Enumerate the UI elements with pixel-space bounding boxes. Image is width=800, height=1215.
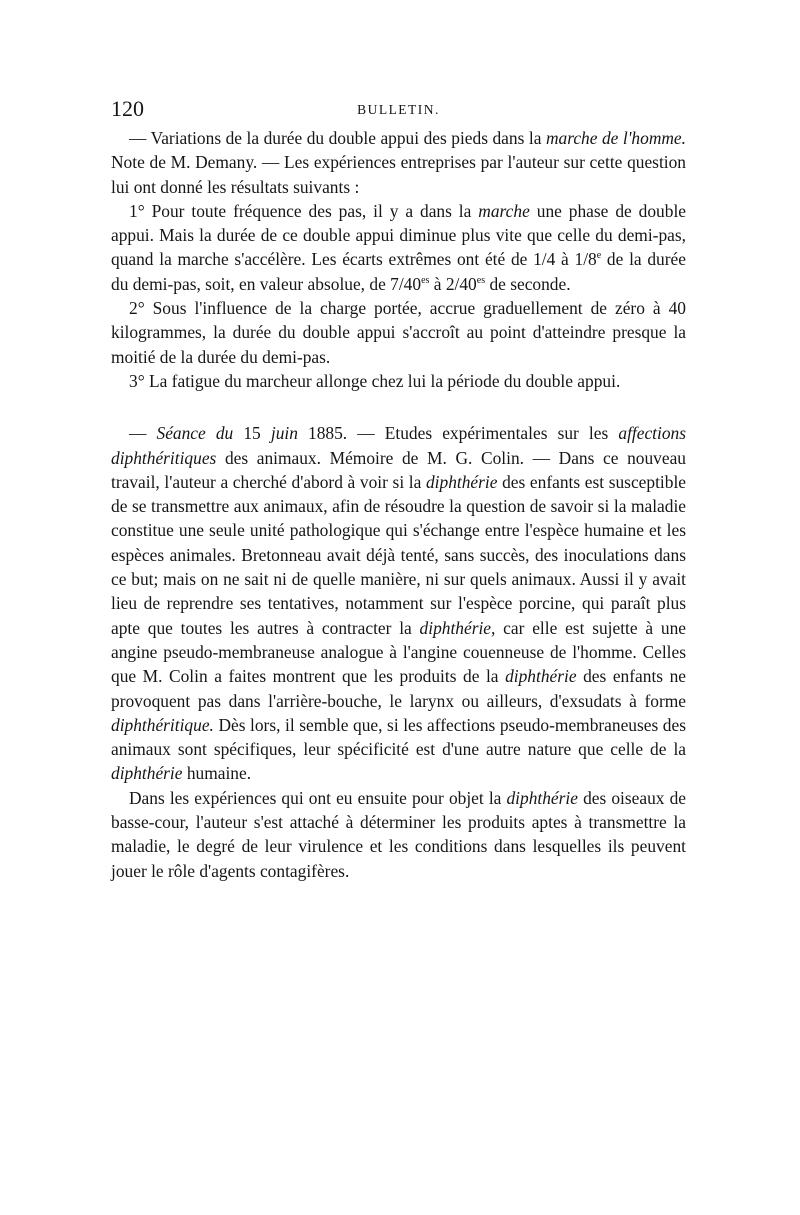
text-run: car elle est sujette à une angine pseudo-membraneuse analogue à l'angine couenneuse de l'homme. Celles que M. Colin a faites montrent que les produits de la [111, 617, 686, 687]
italic-term: diphthérie [425, 471, 498, 492]
italic-term: diphthéritique. [111, 714, 214, 735]
paragraph-demany-note [111, 126, 686, 199]
paragraph-poultry-experiments [111, 786, 686, 883]
text-run: des enfants ne provoquent pas dans l'arrière-bouche, le larynx ou ailleurs, d'exsudats à forme [111, 666, 686, 711]
text-run: des enfants est susceptible de se transmettre aux animaux, afin de résoudre la question de savoir si la maladie constitue une seule unité pathologique qui s'échange entre l'espèce humaine et les espèces animales. Bretonneau avait déjà tenté, sans succès, des inoculations dans ce but; mais on ne sait ni de quelle manière, ni sur quels animaux. Aussi il y avait lieu de reprendre ses tentatives, notamment sur l'espèce porcine, qui paraît plus apte que toutes les autres à contracter la [111, 471, 686, 638]
text-run: Dans les expériences qui ont eu ensuite pour objet la [129, 787, 507, 808]
paragraph-point-3: 3° La fatigue du marcheur allonge chez lui la période du double appui. [129, 370, 621, 391]
text-run: 15 [233, 423, 271, 444]
paragraph-point-2: 2° Sous l'influence de la charge portée, accrue graduellement de zéro à 40 kilogrammes, la durée du double appui s'accroît au point d'atteindre presque la moitié de la durée du demi-pas. [111, 298, 686, 367]
italic-title: marche de l'homme. [545, 128, 686, 148]
text-run: des animaux. Mémoire de M. G. Colin. — Dans ce nouveau travail, l'auteur a cherché d'abord à voir si la [111, 447, 686, 492]
italic-term: marche [478, 200, 530, 221]
text-run: des oiseaux de basse-cour, l'auteur s'est attaché à déterminer les produits aptes à transmettre la maladie, le degré de leur virulence et les conditions dans lesquelles ils peuvent jouer le rôle d'agents contagifères. [111, 787, 686, 881]
paragraph-point-1 [111, 199, 686, 296]
italic-term: diphthérie [505, 666, 577, 687]
text-run: de la durée du demi-pas, soit, en valeur absolue, de 7/40 [111, 249, 686, 294]
italic-term: diphthérie, [419, 617, 496, 638]
text-run: à 2/40 [429, 273, 477, 294]
italic-term: diphthérie [506, 787, 578, 808]
superscript: e [596, 250, 602, 262]
page-body [111, 126, 686, 883]
italic-month: juin [270, 423, 298, 444]
paragraph-colin-memoir [111, 421, 686, 785]
text-run: Dès lors, il semble que, si les affections pseudo-membraneuses des animaux sont spécifiques, leur spécificité est d'une autre nature que celle de la [111, 714, 686, 760]
text-run: 1885. — Etudes expérimentales sur les [297, 423, 619, 444]
superscript: es [421, 274, 430, 286]
text-run: Note de M. Demany. — Les expériences entreprises par l'auteur sur cette question lui ont donné les résultats suivants : [111, 152, 686, 197]
running-head: BULLETIN. [357, 102, 440, 117]
superscript: es [476, 274, 486, 286]
italic-session: Séance du [156, 423, 234, 444]
text-run: humaine. [182, 763, 252, 784]
italic-title: affections diphthéritiques [111, 423, 686, 468]
text-run: — [129, 423, 157, 444]
page-header [111, 96, 686, 126]
text-run: une phase de double appui. Mais la durée de ce double appui diminue plus vite que celle du demi-pas, quand la marche s'accélère. Les écarts extrêmes ont été de 1/4 à 1/8 [111, 200, 686, 270]
page-number: 120 [111, 96, 144, 121]
italic-term: diphthérie [111, 763, 183, 784]
text-run: 1° Pour toute fréquence des pas, il y a dans la [129, 200, 479, 221]
text-run: — Variations de la durée du double appui des pieds dans la [129, 128, 546, 148]
text-run: de seconde. [485, 273, 571, 294]
